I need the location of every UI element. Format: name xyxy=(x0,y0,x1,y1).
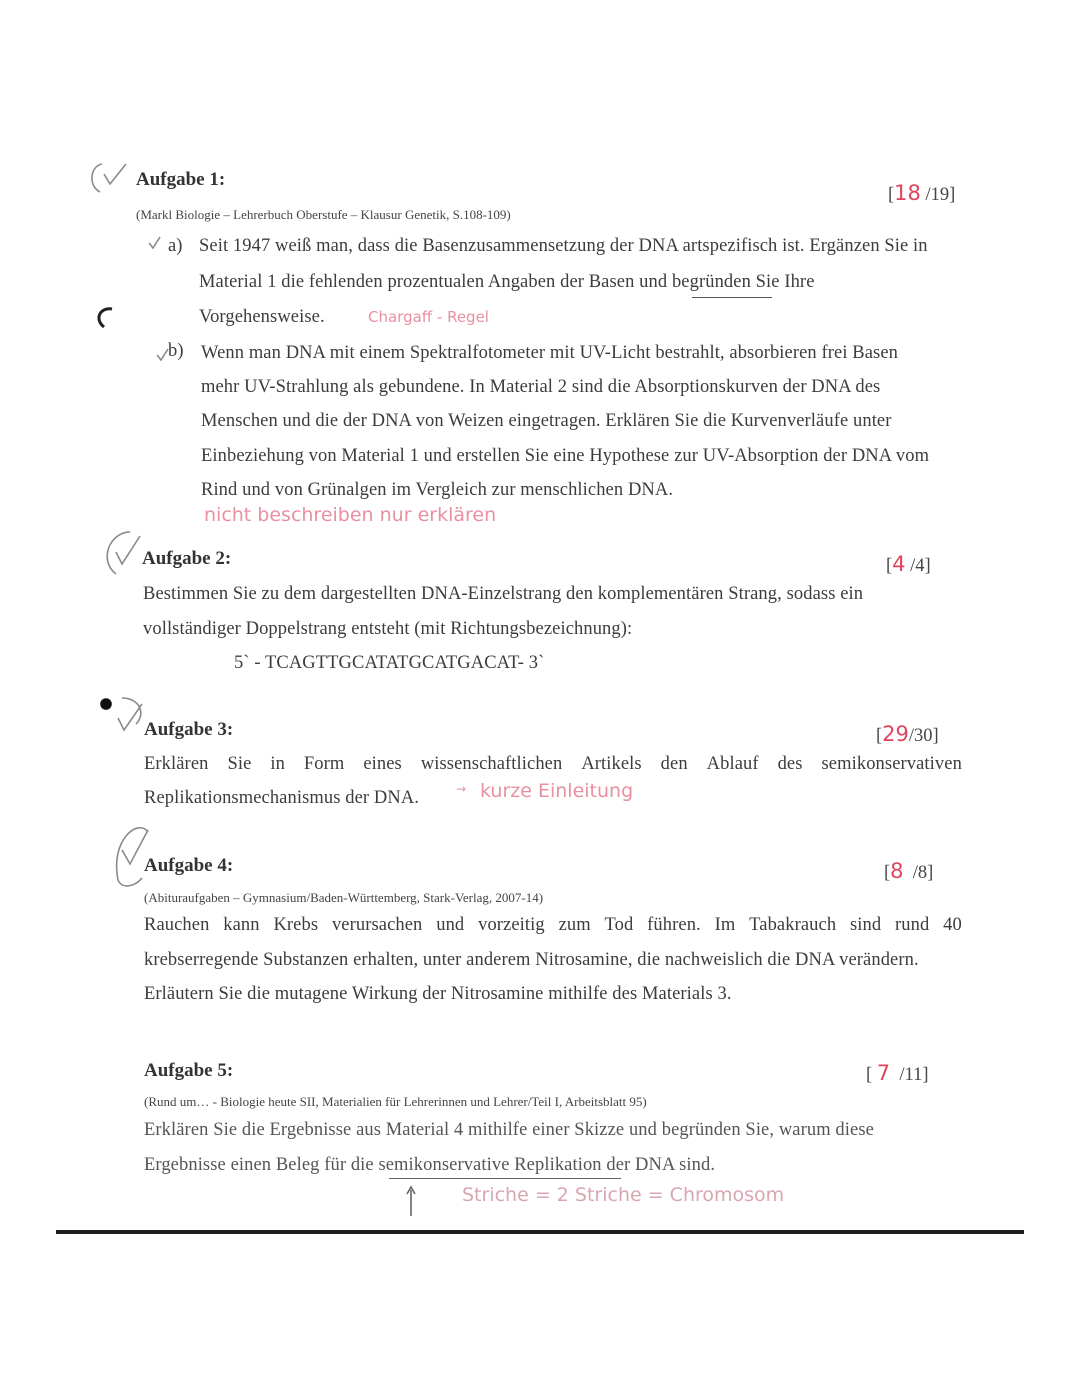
word: 40 xyxy=(943,915,962,935)
word: Form xyxy=(303,754,345,774)
word: Erklären xyxy=(144,754,209,774)
task2-score-total: /4] xyxy=(910,556,931,576)
task1a-line-1: Seit 1947 weiß man, dass die Basenzusammensetzung der DNA artspezifisch ist. Ergänzen Sie in xyxy=(199,236,928,256)
task5-line-1: Erklären Sie die Ergebnisse aus Material 4 mithilfe einer Skizze und begründen Sie, warum diese xyxy=(144,1120,874,1140)
task1b-line-1: Wenn man DNA mit einem Spektralfotometer mit UV-Licht bestrahlt, absorbieren frei Basen xyxy=(201,343,899,363)
score-bracket: [ xyxy=(884,863,891,883)
task5-source: (Rund um… - Biologie heute SII, Materialien für Lehrerinnen und Lehrer/Teil I, Arbeitsblatt 95) xyxy=(144,1094,647,1109)
underline-begruenden xyxy=(692,297,772,298)
task1a-line-2-text: Material 1 die fehlenden prozentualen Angaben der Basen und begründen Sie Ihre xyxy=(199,272,815,292)
task3-line-2: Replikationsmechanismus der DNA. xyxy=(144,788,419,808)
task2-line-1: Bestimmen Sie zu dem dargestellten DNA-Einzelstrang den komplementären Strang, sodass ein xyxy=(143,584,864,604)
task1b-label: b) xyxy=(168,341,184,361)
task4-line-1 xyxy=(144,915,962,936)
arrow-mark xyxy=(404,1184,418,1218)
check-circle-mark-2 xyxy=(100,530,148,580)
task2-score-earned: 4 xyxy=(892,552,906,576)
task4-line-2: krebserregende Substanzen erhalten, unter anderem Nitrosamine, die nachweislich die DNA verändern. xyxy=(144,950,919,970)
task1b-note: nicht beschreiben nur erklären xyxy=(204,504,497,526)
word: Artikels xyxy=(581,754,642,774)
word: den xyxy=(660,754,688,774)
task4-line-3: Erläutern Sie die mutagene Wirkung der Nitrosamine mithilfe des Materials 3. xyxy=(144,984,732,1004)
word: sind xyxy=(849,915,882,935)
pen-mark xyxy=(92,305,116,331)
check-circle-mark-1 xyxy=(86,160,136,196)
word: semikonservativen xyxy=(821,754,962,774)
word: zum xyxy=(558,915,591,935)
word: des xyxy=(777,754,803,774)
word: und xyxy=(436,915,465,935)
task5-line-2: Ergebnisse einen Beleg für die semikonservative Replikation der DNA sind. xyxy=(144,1155,716,1175)
task5-title: Aufgabe 5: xyxy=(144,1060,234,1081)
word: Krebs xyxy=(273,915,319,935)
score-bracket: [ xyxy=(866,1065,873,1085)
task1a-note: Chargaff - Regel xyxy=(368,308,489,326)
score-bracket: [ xyxy=(876,726,883,746)
task4-score-total: /8] xyxy=(912,863,934,883)
word: Tabakrauch xyxy=(749,915,837,935)
task5-score-total: /11] xyxy=(899,1065,929,1085)
task3-note: kurze Einleitung xyxy=(480,780,634,802)
task1b-line-2: mehr UV-Strahlung als gebundene. In Material 2 sind die Absorptionskurven der DNA des xyxy=(201,377,881,397)
word: vorzeitig xyxy=(478,915,545,935)
task5-note: Striche = 2 Striche = Chromosom xyxy=(462,1184,785,1206)
word: wissenschaftlichen xyxy=(420,754,563,774)
task2-title: Aufgabe 2: xyxy=(142,548,232,569)
word: Rauchen xyxy=(144,915,210,935)
task1-score xyxy=(888,181,955,206)
task4-score xyxy=(884,859,933,884)
score-bracket: [ xyxy=(888,185,895,205)
task3-score-total: /30] xyxy=(908,726,939,746)
word: in xyxy=(270,754,285,774)
task1b-line-3: Menschen und die der DNA von Weizen eingetragen. Erklären Sie die Kurvenverläufe unter xyxy=(201,411,892,431)
word: Ablauf xyxy=(706,754,759,774)
check-circle-mark-3 xyxy=(96,694,150,740)
task1-source: (Markl Biologie – Lehrerbuch Oberstufe – Klausur Genetik, S.108-109) xyxy=(136,207,511,222)
task5-score xyxy=(866,1061,929,1086)
word: Tod xyxy=(604,915,634,935)
word: führen. xyxy=(647,915,701,935)
task4-source: (Abituraufgaben – Gymnasium/Baden-Württemberg, Stark-Verlag, 2007-14) xyxy=(144,890,544,905)
task4-score-earned: 8 xyxy=(890,859,904,883)
word: Im xyxy=(714,915,736,935)
task1-score-earned: 18 xyxy=(894,181,921,205)
task1a-line-3: Vorgehensweise. xyxy=(199,307,325,327)
task1a-label: a) xyxy=(168,236,183,256)
word: eines xyxy=(363,754,402,774)
word: rund xyxy=(895,915,930,935)
task1b-line-4: Einbeziehung von Material 1 und erstellen Sie eine Hypothese zur UV-Absorption der DNA vom xyxy=(201,446,930,466)
task3-note-arrow: → xyxy=(456,782,467,796)
task3-line-1 xyxy=(144,754,962,775)
bottom-rule xyxy=(56,1230,1024,1234)
task3-score xyxy=(876,722,939,747)
word: Sie xyxy=(227,754,252,774)
task5-score-earned: 7 xyxy=(876,1061,891,1085)
task1-title: Aufgabe 1: xyxy=(136,169,226,190)
task2-line-2: vollständiger Doppelstrang entsteht (mit Richtungsbezeichnung): xyxy=(143,619,633,639)
task4-title: Aufgabe 4: xyxy=(144,855,234,876)
task1-score-total: /19] xyxy=(925,185,956,205)
task2-score xyxy=(886,552,931,577)
word: kann xyxy=(223,915,260,935)
check-mark-a xyxy=(148,236,162,250)
dna-sequence: 5` - TCAGTTGCATATGCATGACAT- 3` xyxy=(234,653,545,673)
task1a-line-2 xyxy=(199,272,815,293)
task3-title: Aufgabe 3: xyxy=(144,719,234,740)
underline-semikonservative xyxy=(389,1178,621,1179)
task1b-line-5: Rind und von Grünalgen im Vergleich zur menschlichen DNA. xyxy=(201,480,674,500)
task3-score-earned: 29 xyxy=(882,722,909,746)
word: verursachen xyxy=(331,915,423,935)
score-bracket: [ xyxy=(886,556,893,576)
